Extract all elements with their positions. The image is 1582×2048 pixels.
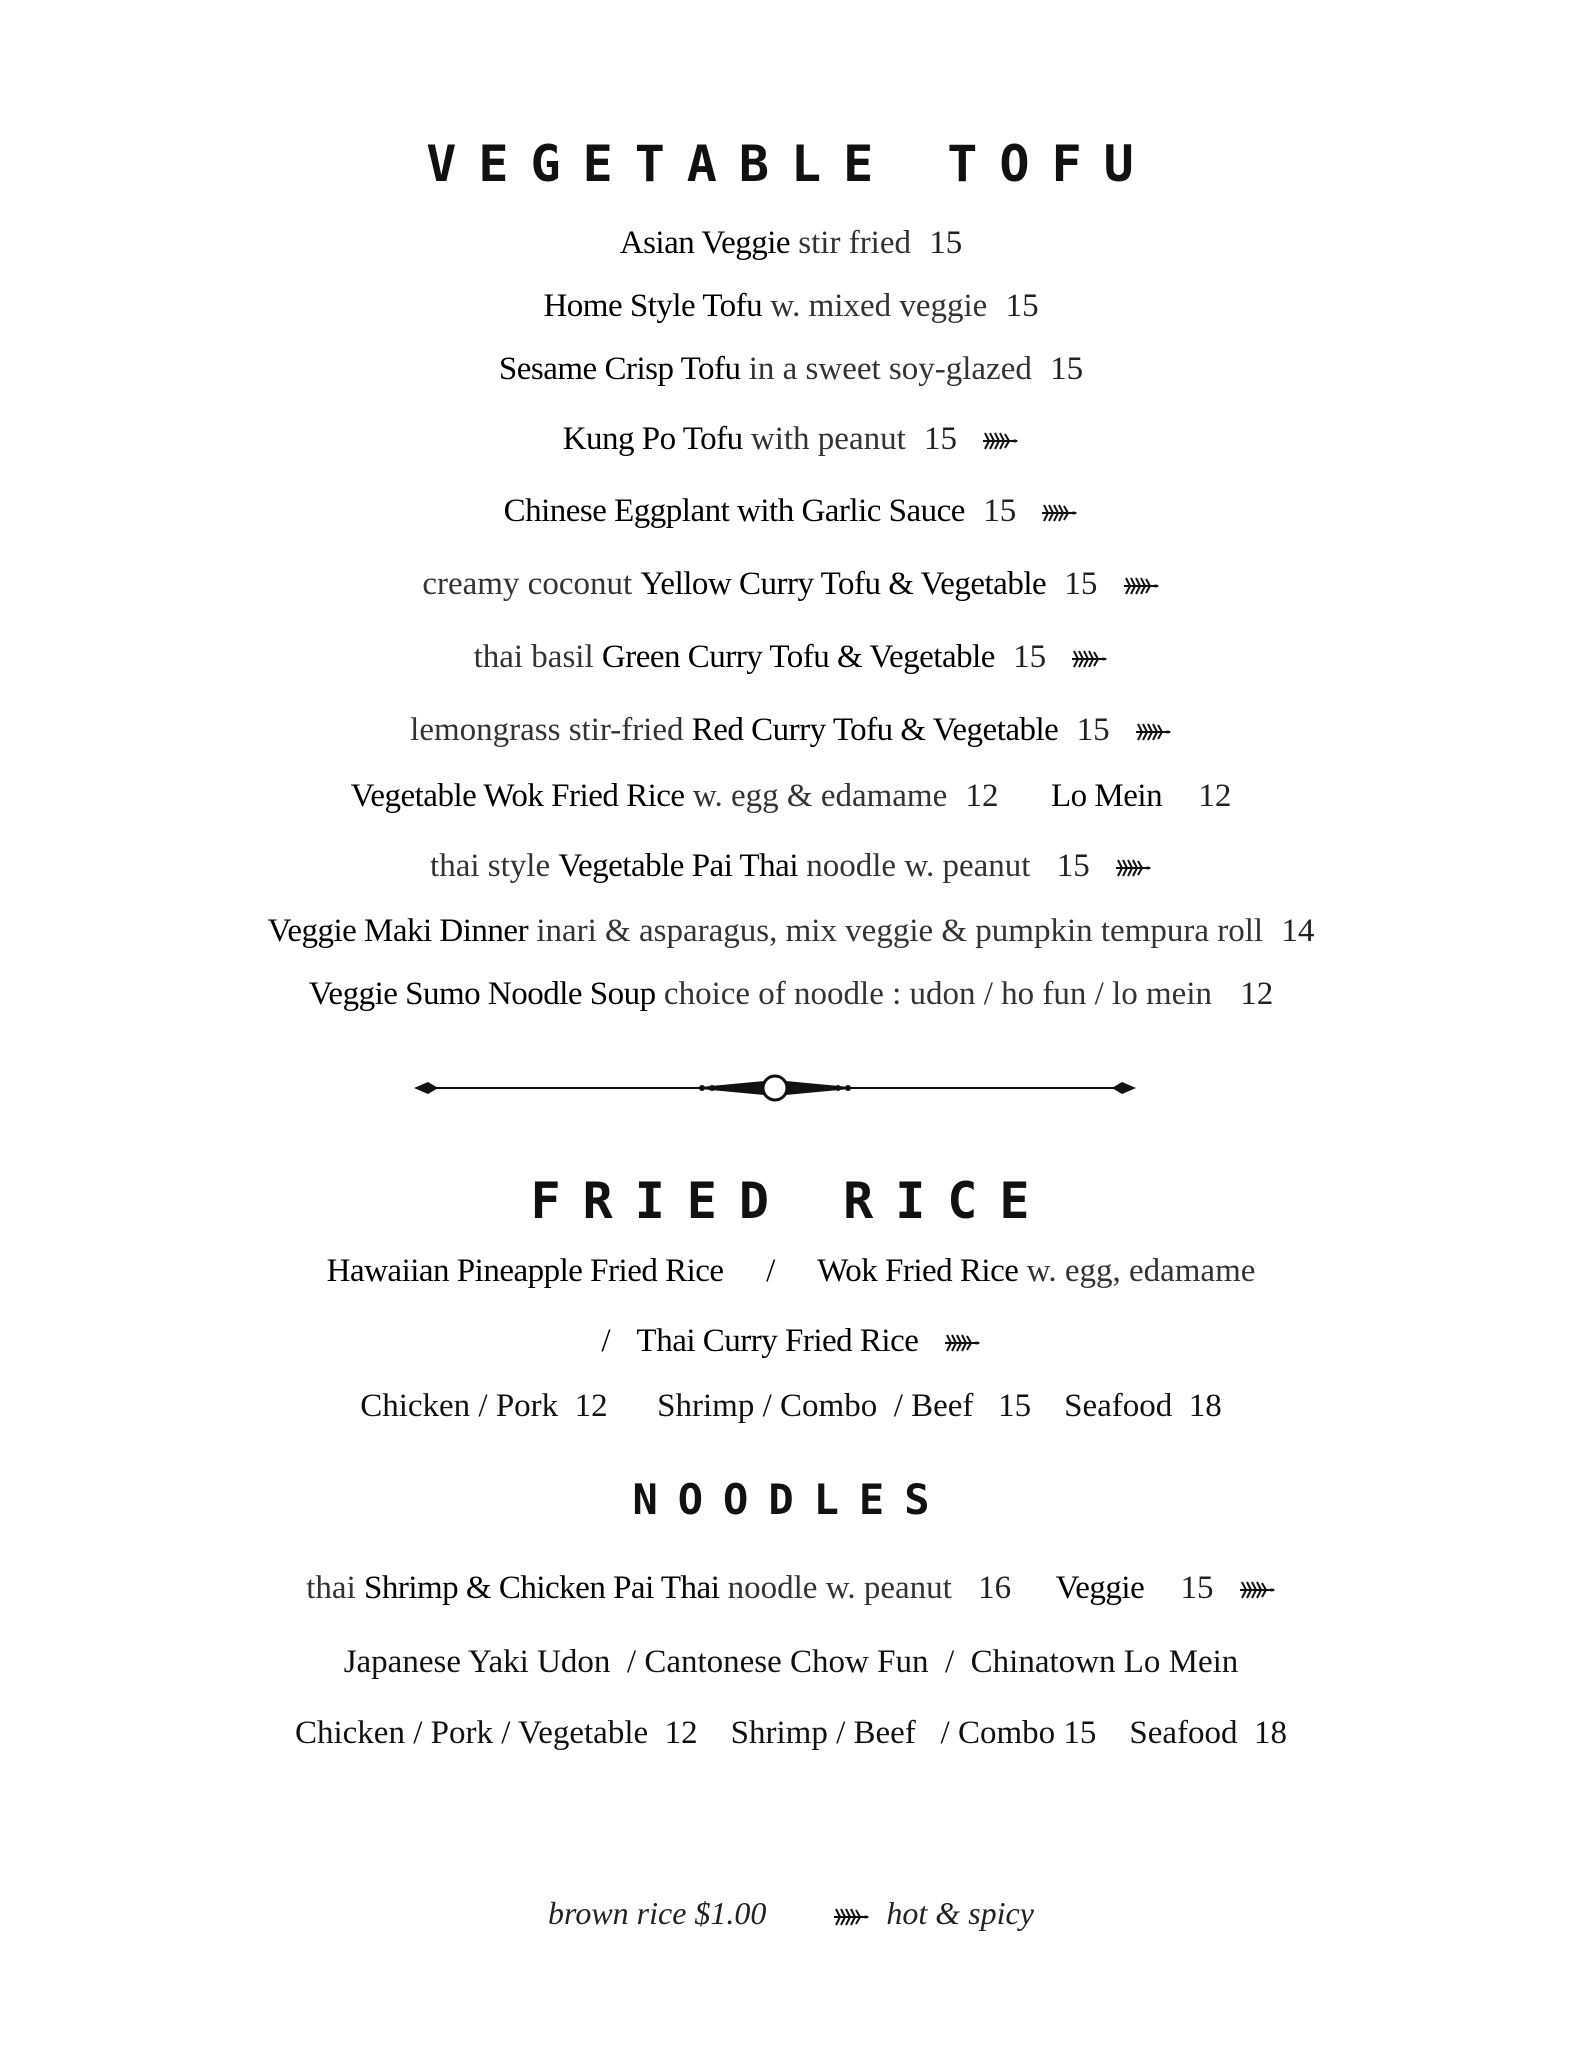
menu-item: Home Style Tofu w. mixed veggie 15 (543, 288, 1039, 324)
spicy-pepper-icon (1040, 502, 1078, 524)
noodle-line: thai Shrimp & Chicken Pai Thai noodle w. peanut 16 Veggie 15 (0, 1572, 1582, 1605)
menu-footer (0, 1895, 1582, 1932)
section-title-noodles: NOODLES (632, 1475, 950, 1524)
noodle-types: Japanese Yaki Udon / Cantonese Chow Fun / Chinatown Lo Mein (343, 1644, 1239, 1680)
menu-item: Veggie Sumo Noodle Soup choice of noodle : udon / ho fun / lo mein 12 (308, 976, 1274, 1012)
spicy-pepper-icon (1134, 721, 1172, 743)
spicy-pepper-icon (1114, 857, 1152, 879)
spicy-pepper-icon (943, 1332, 981, 1354)
menu-item: lemongrass stir-fried Red Curry Tofu & Vegetable 15 (0, 714, 1582, 747)
ornamental-divider (410, 1070, 1140, 1106)
menu-item: Kung Po Tofu with peanut 15 (0, 423, 1582, 456)
fried-rice-line: Hawaiian Pineapple Fried Rice / Wok Fried Rice w. egg, edamame (326, 1253, 1256, 1289)
menu-item: Asian Veggie stir fried 15 (619, 225, 963, 261)
fried-rice-line: / Thai Curry Fried Rice (0, 1325, 1582, 1358)
menu-item: thai basil Green Curry Tofu & Vegetable 15 (0, 641, 1582, 674)
spicy-legend: hot & spicy (886, 1895, 1034, 1931)
spicy-pepper-icon (1122, 575, 1160, 597)
spicy-pepper-icon (832, 1906, 870, 1928)
fried-rice-prices: Chicken / Pork 12 Shrimp / Combo / Beef 15 Seafood 18 (360, 1388, 1222, 1424)
menu-item: Sesame Crisp Tofu in a sweet soy-glazed 15 (498, 351, 1084, 387)
spicy-pepper-icon (1070, 648, 1108, 670)
noodle-prices: Chicken / Pork / Vegetable 12 Shrimp / Beef / Combo 15 Seafood 18 (294, 1715, 1288, 1751)
menu-item: Chinese Eggplant with Garlic Sauce 15 (0, 495, 1582, 528)
spicy-pepper-icon (1238, 1579, 1276, 1601)
menu-item: thai style Vegetable Pai Thai noodle w. peanut 15 (0, 850, 1582, 883)
menu-item: Veggie Maki Dinner inari & asparagus, mix veggie & pumpkin tempura roll 14 (267, 913, 1315, 949)
menu-item: creamy coconut Yellow Curry Tofu & Vegetable 15 (0, 568, 1582, 601)
menu-item: Vegetable Wok Fried Rice w. egg & edamame 12 Lo Mein 12 (350, 778, 1232, 814)
spicy-pepper-icon (981, 430, 1019, 452)
brown-rice-note: brown rice $1.00 (548, 1895, 767, 1931)
section-title-fried-rice: FRIED RICE (530, 1172, 1052, 1230)
section-title-vegetable-tofu: VEGETABLE TOFU (426, 135, 1156, 193)
